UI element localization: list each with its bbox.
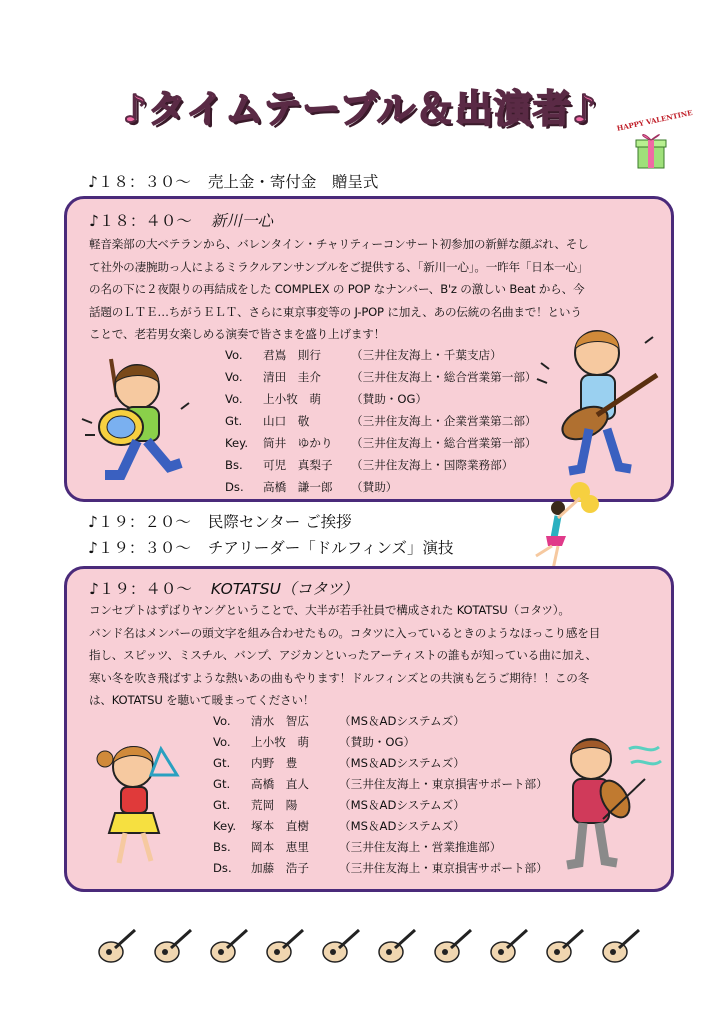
member-row	[213, 837, 501, 858]
member-name: 内野 豊	[251, 756, 298, 770]
schedule-text: チアリーダー「ドルフィンズ」演技	[207, 539, 454, 557]
member-org: （三井住友海上・東京損害サポート部）	[339, 777, 548, 791]
member-org: （三井住友海上・千葉支店）	[351, 348, 502, 362]
member-name: 岡本 恵里	[251, 840, 309, 854]
member-part: Vo.	[213, 735, 231, 749]
member-org: （三井住友海上・企業営業第二部）	[351, 414, 537, 428]
guitar-icon	[491, 930, 527, 962]
member-row	[225, 455, 513, 476]
member-part: Bs.	[213, 840, 231, 854]
triangle-girl-illustration	[81, 729, 191, 879]
page-title-area	[110, 78, 610, 138]
member-row	[213, 753, 465, 774]
schedule-text: 売上金・寄付金 贈呈式	[207, 173, 379, 191]
member-name: 清田 圭介	[263, 370, 321, 384]
guitar-icon	[603, 930, 639, 962]
member-part: Ds.	[225, 480, 244, 494]
drummer-boy-illustration	[77, 339, 197, 489]
member-row	[225, 367, 537, 388]
desc-line: コンセプトはずばりヤングということで、大半が若手社員で構成された KOTATSU（コタツ）。	[89, 603, 570, 617]
member-part: Ds.	[213, 861, 232, 875]
member-row	[213, 774, 548, 795]
desc-line: 軽音楽部の大ベテランから、バレンタイン・チャリティーコンサート初参加の新鮮な顔ぶれ、そし	[89, 237, 589, 251]
member-name: 清水 智広	[251, 714, 309, 728]
member-org: （三井住友海上・東京損害サポート部）	[339, 861, 548, 875]
member-name: 荒岡 陽	[251, 798, 298, 812]
desc-line: 指し、スピッツ、ミスチル、バンプ、アジカンといったアーティストの誰もが知っている曲に加え、	[89, 648, 597, 662]
guitar-icon	[267, 930, 303, 962]
member-row	[225, 477, 397, 498]
member-part: Vo.	[225, 392, 243, 406]
desc-line: ことで、老若男女楽しめる演奏で皆さまを盛り上げます！	[89, 327, 386, 341]
member-row	[225, 433, 537, 454]
member-name: 高橋 直人	[251, 777, 309, 791]
band-panel-shinkawa	[64, 196, 674, 502]
band-panel-kotatsu	[64, 566, 674, 892]
member-name: 君嶌 則行	[263, 348, 321, 362]
cheerleader-illustration	[528, 478, 608, 578]
member-row	[213, 858, 548, 879]
band-name: 新川一心	[210, 212, 273, 230]
member-org: （MS＆ADシステムズ）	[339, 819, 465, 833]
schedule-time: ♪１８：３０～	[88, 173, 191, 191]
guitar-icon	[155, 930, 191, 962]
valentine-gift	[612, 107, 694, 176]
member-name: 筒井 ゆかり	[263, 436, 333, 450]
member-org: （賛助・OG）	[339, 735, 416, 749]
schedule-time: ♪１９：２０～	[88, 513, 191, 531]
member-name: 上小牧 萌	[263, 392, 321, 406]
member-org: （MS＆ADシステムズ）	[339, 714, 465, 728]
schedule-item-2	[88, 510, 352, 532]
member-org: （三井住友海上・総合営業第一部）	[351, 370, 537, 384]
violinist-boy-illustration	[545, 729, 665, 879]
band-description	[89, 599, 655, 712]
member-part: Gt.	[213, 756, 231, 770]
member-row	[213, 732, 415, 753]
schedule-item-1	[88, 170, 378, 192]
member-part: Gt.	[213, 798, 231, 812]
member-org: （三井住友海上・国際業務部）	[351, 458, 514, 472]
member-org: （三井住友海上・営業推進部）	[339, 840, 502, 854]
member-name: 可児 真梨子	[263, 458, 333, 472]
member-name: 山口 敬	[263, 414, 310, 428]
schedule-item-3	[88, 536, 454, 558]
member-part: Gt.	[213, 777, 231, 791]
desc-line: バンド名はメンバーの頭文字を組み合わせたもの。コタツに入っているときのようなほっこり感を目	[89, 625, 601, 640]
member-part: Vo.	[213, 714, 231, 728]
member-part: Bs.	[225, 458, 243, 472]
page-title: ♪タイムテーブル＆出演者♪	[122, 87, 598, 131]
desc-line: は、KOTATSU を聴いて暖まってください！	[89, 693, 315, 707]
member-row	[213, 795, 465, 816]
band-header	[89, 577, 358, 599]
member-name: 上小牧 萌	[251, 735, 309, 749]
member-row	[213, 711, 465, 732]
band-time: ♪１９：４０～	[89, 580, 192, 598]
member-name: 高橋 謙一郎	[263, 480, 333, 494]
member-part: Vo.	[225, 370, 243, 384]
desc-line: の名の下に２夜限りの再結成をした COMPLEX の POP なナンバー、B'z の激しい Beat から、今	[89, 282, 585, 296]
member-org: （賛助）	[351, 480, 398, 494]
schedule-text: 民際センター ご挨拶	[207, 513, 352, 531]
member-part: Vo.	[225, 348, 243, 362]
desc-line: て社外の凄腕助っ人によるミラクルアンサンブルをご提供する、「新川一心」。一昨年「日本一心」	[89, 259, 589, 274]
member-org: （賛助・OG）	[351, 392, 428, 406]
member-part: Gt.	[225, 414, 243, 428]
guitar-icon	[211, 930, 247, 962]
desc-line: 話題のＬＴＥ…ちがうＥＬＴ、さらに東京事変等の J-POP に加え、あの伝統の名曲まで！という	[89, 304, 582, 319]
gift-icon	[612, 116, 692, 176]
guitar-icon	[323, 930, 359, 962]
member-org: （MS＆ADシステムズ）	[339, 798, 465, 812]
member-row	[225, 411, 537, 432]
member-row	[225, 389, 427, 410]
member-name: 塚本 直樹	[251, 819, 309, 833]
member-row	[225, 345, 502, 366]
desc-line: 寒い冬を吹き飛ばすような熱いあの曲もやります！ドルフィンズとの共演も乞うご期待！！この冬	[89, 670, 590, 685]
member-part: Key.	[213, 819, 237, 833]
valentine-text: HAPPY VALENTINE	[615, 107, 694, 133]
member-org: （MS＆ADシステムズ）	[339, 756, 465, 770]
member-name: 加藤 浩子	[251, 861, 309, 875]
band-time: ♪１８：４０～	[89, 212, 192, 230]
member-org: （三井住友海上・総合営業第一部）	[351, 436, 537, 450]
guitar-icon	[379, 930, 415, 962]
guitar-icon	[435, 930, 471, 962]
schedule-time: ♪１９：３０～	[88, 539, 191, 557]
band-header	[89, 209, 273, 231]
member-part: Key.	[225, 436, 249, 450]
guitar-border-decoration	[95, 924, 655, 966]
guitar-icon	[99, 930, 135, 962]
guitar-icon	[547, 930, 583, 962]
member-row	[213, 816, 465, 837]
guitarist-boy-illustration	[527, 319, 667, 489]
band-name: KOTATSU（コタツ）	[210, 580, 358, 598]
